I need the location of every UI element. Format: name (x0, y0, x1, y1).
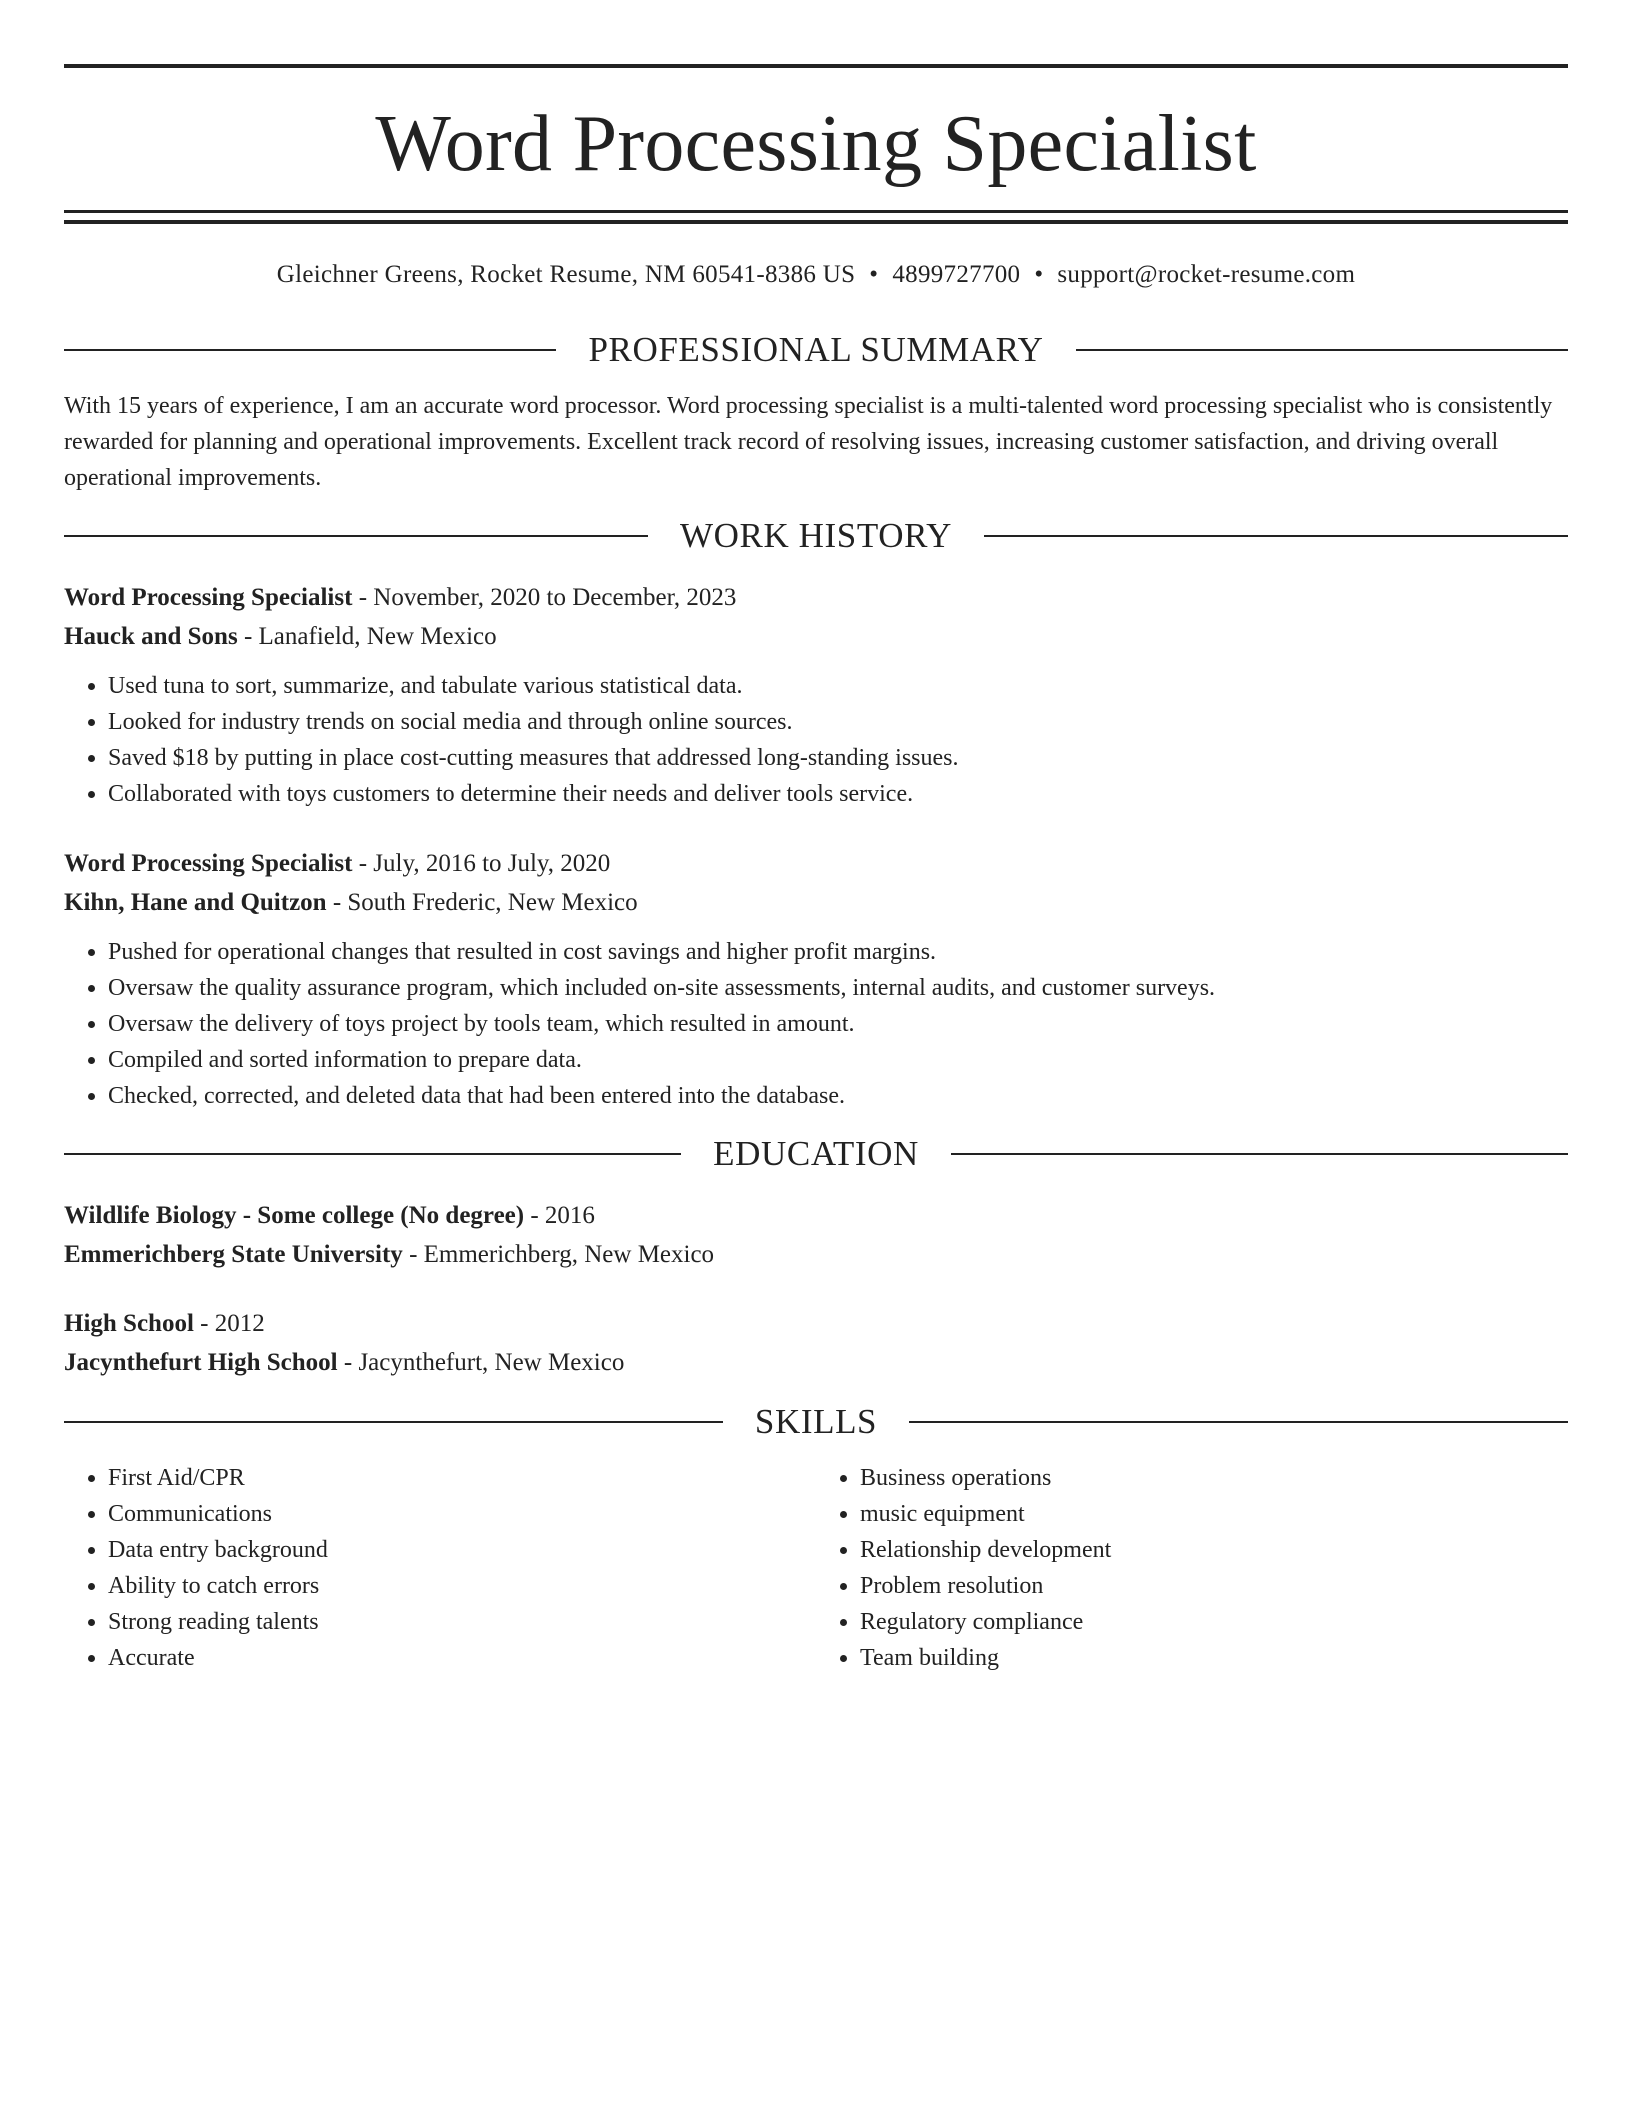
education-degree-line (64, 1304, 1568, 1343)
list-item: • Strong reading talents (108, 1604, 816, 1640)
education-entry (64, 1196, 1568, 1274)
job-title: Word Processing Specialist (64, 850, 353, 877)
top-rule (64, 64, 1568, 68)
contact-address: Gleichner Greens, Rocket Resume, NM 60541-8386 US (276, 261, 856, 288)
education-location: - Jacynthefurt, New Mexico (337, 1349, 625, 1376)
education-school-line (64, 1343, 1568, 1382)
job-company-line (64, 883, 1568, 922)
education-degree-line (64, 1196, 1568, 1235)
list-item: • Accurate (108, 1640, 816, 1676)
education-location: - Emmerichberg, New Mexico (402, 1241, 715, 1268)
section-heading-summary (64, 330, 1568, 370)
list-item: • Relationship development (860, 1532, 1568, 1568)
summary-text: With 15 years of experience, I am an accurate word processor. Word processing specialist is a multi-talented word processing specialist who is consistently rewarded for planning and operational improvements. Excellent track record of resolving issues, increasing customer satisfaction, and driving overall operational improvements. (64, 393, 1553, 491)
list-item: • Used tuna to sort, summarize, and tabulate various statistical data. (108, 668, 1568, 704)
contact-separator: • (1034, 261, 1044, 288)
list-item: • Pushed for operational changes that resulted in cost savings and higher profit margins. (108, 934, 1568, 970)
job-entry (64, 844, 1568, 1114)
resume-page (64, 64, 1568, 1676)
contact-line (64, 260, 1568, 290)
list-item: • Saved $18 by putting in place cost-cutting measures that addressed long-standing issues. (108, 740, 1568, 776)
skills-list (64, 1460, 1568, 1676)
job-location: - Lanafield, New Mexico (237, 623, 497, 650)
education-year: - 2016 (524, 1202, 595, 1229)
list-item: • Oversaw the quality assurance program, which included on-site assessments, internal audits, and customer surveys. (108, 970, 1568, 1006)
contact-email[interactable]: support@rocket-resume.com (1057, 261, 1356, 288)
list-item: • Regulatory compliance (860, 1604, 1568, 1640)
education-degree: High School (64, 1310, 194, 1337)
heading-rule (909, 1421, 1568, 1423)
list-item: • Collaborated with toys customers to determine their needs and deliver tools service. (108, 776, 1568, 812)
list-item: • Business operations (860, 1460, 1568, 1496)
section-title: WORK HISTORY (680, 516, 952, 555)
heading-rule (984, 535, 1568, 537)
education-year: - 2012 (193, 1310, 265, 1337)
education-school: Jacynthefurt High School (64, 1349, 338, 1376)
section-heading-skills (64, 1402, 1568, 1442)
heading-rule (64, 1153, 681, 1155)
section-heading-education (64, 1134, 1568, 1174)
list-item: • First Aid/CPR (108, 1460, 816, 1496)
list-item: • Compiled and sorted information to prepare data. (108, 1042, 1568, 1078)
job-dates: - July, 2016 to July, 2020 (352, 850, 611, 877)
list-item: • Looked for industry trends on social media and through online sources. (108, 704, 1568, 740)
heading-rule (64, 1421, 723, 1423)
job-bullets (64, 668, 1568, 812)
job-company: Kihn, Hane and Quitzon (64, 889, 327, 916)
section-title: SKILLS (754, 1402, 878, 1441)
education-degree: Wildlife Biology - Some college (No degree) (64, 1202, 525, 1229)
list-item: • Checked, corrected, and deleted data that had been entered into the database. (108, 1078, 1568, 1114)
heading-rule (64, 535, 648, 537)
job-title-line (64, 844, 1568, 883)
education-entry (64, 1304, 1568, 1382)
title-double-rule (64, 210, 1568, 224)
job-company-line (64, 617, 1568, 656)
list-item: • Communications (108, 1496, 816, 1532)
job-company: Hauck and Sons (64, 623, 238, 650)
heading-rule (951, 1153, 1568, 1155)
contact-phone: 4899727700 (892, 261, 1021, 288)
list-item: • Ability to catch errors (108, 1568, 816, 1604)
heading-rule (1076, 349, 1568, 351)
job-dates: - November, 2020 to December, 2023 (352, 584, 737, 611)
job-location: - South Frederic, New Mexico (326, 889, 638, 916)
job-bullets (64, 934, 1568, 1114)
section-heading-work (64, 516, 1568, 556)
list-item: • Data entry background (108, 1532, 816, 1568)
section-title: EDUCATION (713, 1134, 919, 1173)
list-item: • music equipment (860, 1496, 1568, 1532)
education-school-line (64, 1235, 1568, 1274)
heading-rule (64, 349, 556, 351)
education-school: Emmerichberg State University (64, 1241, 403, 1268)
job-entry (64, 578, 1568, 812)
contact-separator: • (869, 261, 879, 288)
list-item: • Oversaw the delivery of toys project by tools team, which resulted in amount. (108, 1006, 1568, 1042)
list-item: • Problem resolution (860, 1568, 1568, 1604)
job-title-line (64, 578, 1568, 617)
section-title: PROFESSIONAL SUMMARY (588, 330, 1044, 369)
job-title: Word Processing Specialist (64, 584, 353, 611)
skills-column-right (816, 1460, 1568, 1676)
list-item: • Team building (860, 1640, 1568, 1676)
page-title: Word Processing Specialist (375, 100, 1257, 188)
skills-column-left (64, 1460, 816, 1676)
